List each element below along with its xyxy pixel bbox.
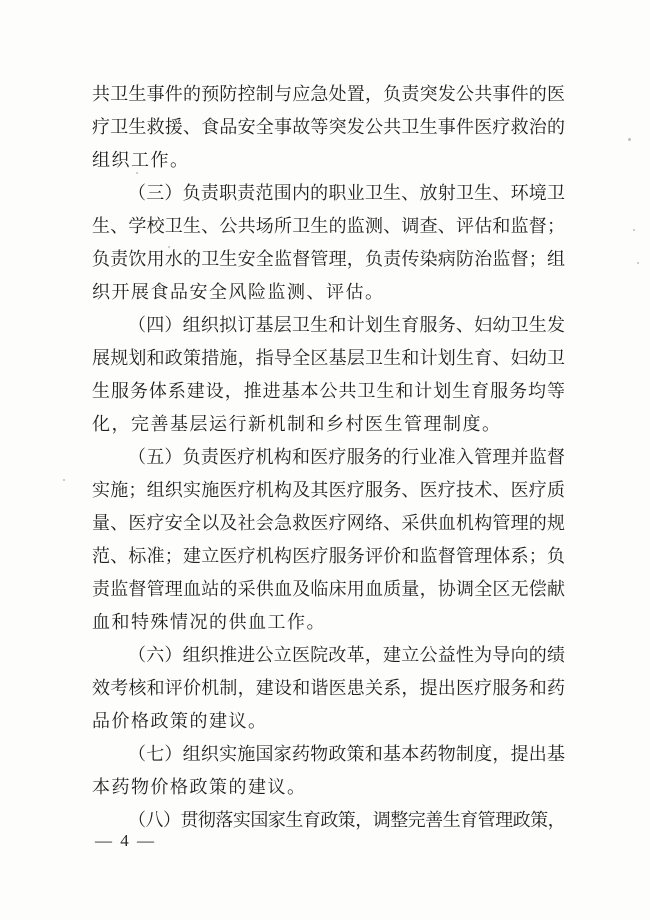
paragraph xyxy=(92,309,565,441)
text-line: 织开展食品安全风险监测、评估。 xyxy=(92,282,385,302)
text-line: 血和特殊情况的供血工作。 xyxy=(92,612,326,632)
paragraph xyxy=(92,441,565,639)
scan-speck xyxy=(637,262,639,264)
text-line: 本药物价格政策的建议。 xyxy=(92,777,307,797)
text-line: （三）负责职责范围内的职业卫生、放射卫生、环境卫 xyxy=(128,183,565,203)
paragraph xyxy=(92,78,565,177)
text-line: 化，完善基层运行新机制和乡村医生管理制度。 xyxy=(92,414,502,434)
scan-speck xyxy=(63,479,65,481)
text-line: 责监督管理血站的采供血及临床用血质量，协调全区无偿献 xyxy=(92,579,565,599)
text-line: （七）组织实施国家药物政策和基本药物制度，提出基 xyxy=(128,744,565,764)
text-line: 生、学校卫生、公共场所卫生的监测、调查、评估和监督； xyxy=(92,216,565,236)
text-line: 范、标准；建立医疗机构医疗服务评价和监督管理体系；负 xyxy=(92,546,565,566)
paragraph xyxy=(92,639,565,738)
paragraph xyxy=(92,804,565,837)
text-line: 负责饮用水的卫生安全监督管理，负责传染病防治监督；组 xyxy=(92,249,565,269)
text-line: 展规划和政策措施，指导全区基层卫生和计划生育、妇幼卫 xyxy=(92,348,565,368)
scan-speck xyxy=(633,229,635,231)
scan-speck xyxy=(168,246,170,248)
text-line: （八）贯彻落实国家生育政策，调整完善生育管理政策， xyxy=(128,810,565,830)
page-number: — 4 — xyxy=(95,831,156,850)
document-body xyxy=(92,78,565,837)
text-line: （五）负责医疗机构和医疗服务的行业准入管理并监督 xyxy=(128,447,565,467)
text-line: 组织工作。 xyxy=(92,150,190,170)
text-line: （六）组织推进公立医院改革，建立公益性为导向的绩 xyxy=(128,645,565,665)
text-line: （四）组织拟订基层卫生和计划生育服务、妇幼卫生发 xyxy=(128,315,565,335)
paragraph xyxy=(92,177,565,309)
text-line: 实施；组织实施医疗机构及其医疗服务、医疗技术、医疗质 xyxy=(92,480,565,500)
text-line: 量、医疗安全以及社会急救医疗网络、采供血机构管理的规 xyxy=(92,513,565,533)
text-line: 品价格政策的建议。 xyxy=(92,711,268,731)
scan-speck xyxy=(136,172,138,174)
paragraph xyxy=(92,738,565,804)
text-line: 生服务体系建设，推进基本公共卫生和计划生育服务均等 xyxy=(92,381,565,401)
text-line: 效考核和评价机制，建设和谐医患关系，提出医疗服务和药 xyxy=(92,678,565,698)
scan-speck xyxy=(628,138,631,141)
text-line: 疗卫生救援、食品安全事故等突发公共卫生事件医疗救治的 xyxy=(92,117,565,137)
text-line: 共卫生事件的预防控制与应急处置，负责突发公共事件的医 xyxy=(92,84,565,104)
